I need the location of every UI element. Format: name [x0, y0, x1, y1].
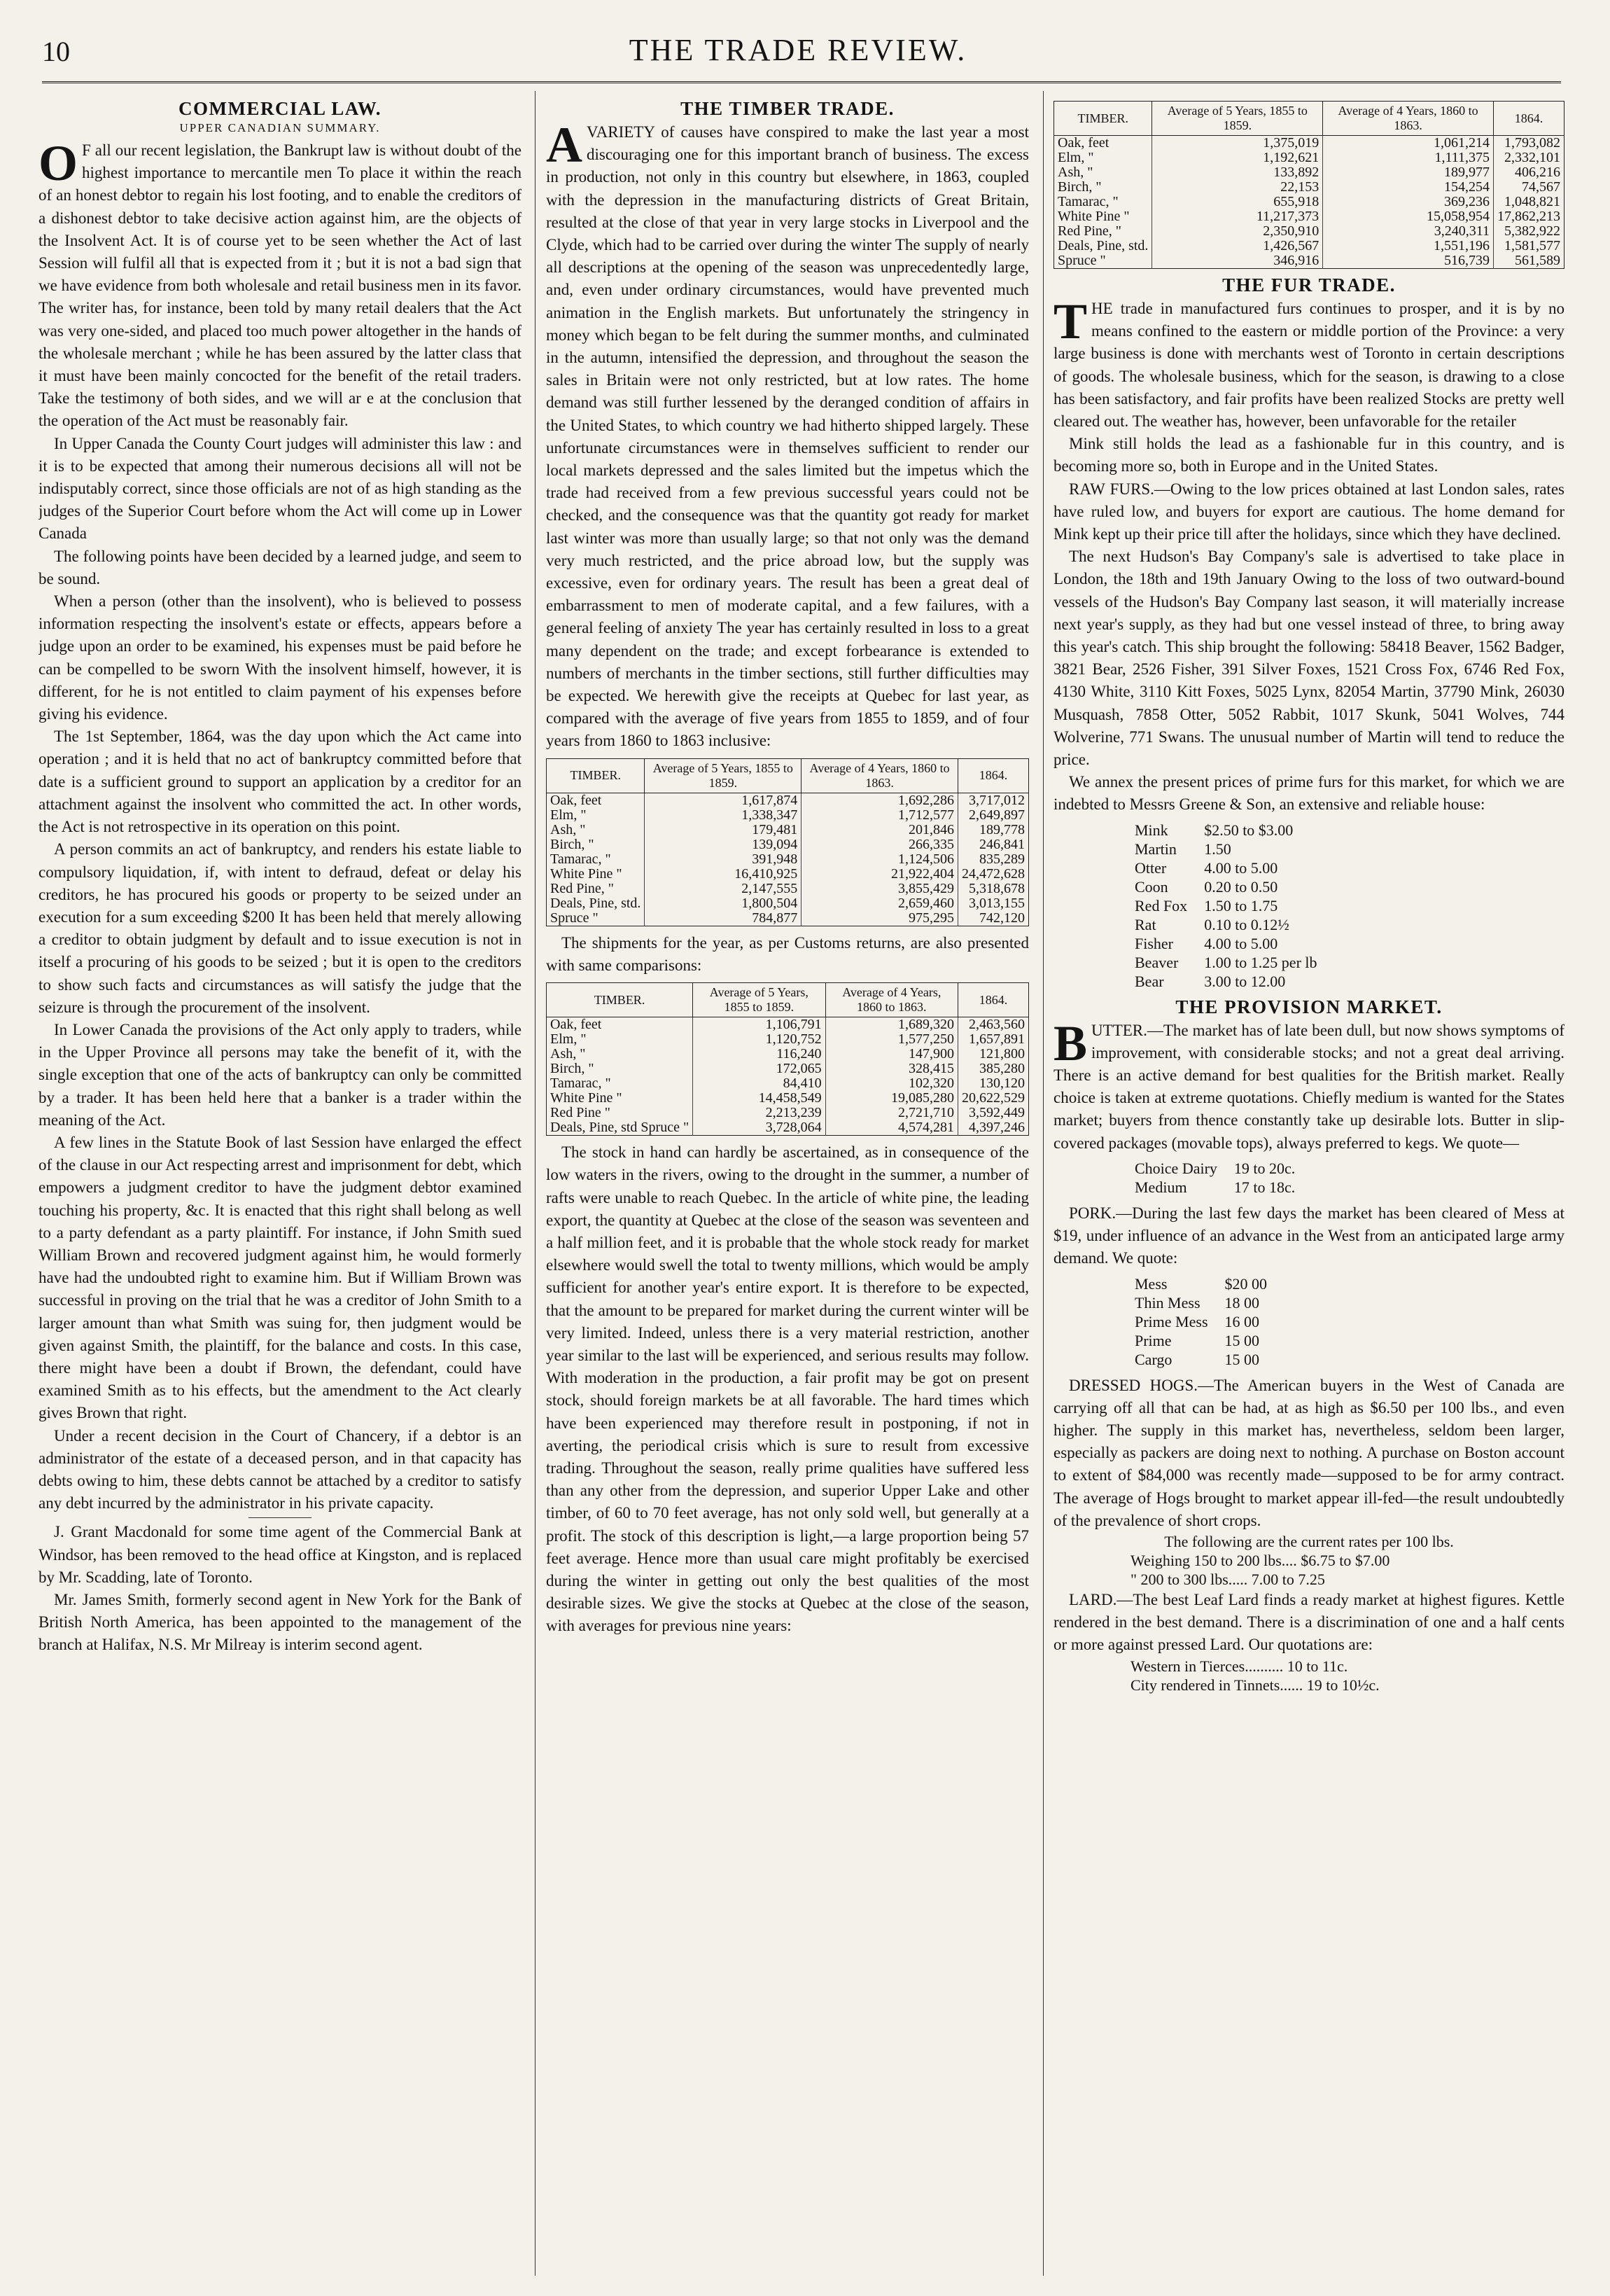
table-row — [547, 837, 1029, 852]
table-cell: Red Pine, " — [547, 882, 645, 896]
table-row — [547, 867, 1029, 882]
receipts-table — [546, 758, 1029, 926]
table-cell: 655,918 — [1152, 195, 1323, 209]
article-paragraph: A few lines in the Statute Book of last Session have enlarged the effect of the clause in our Act respecting arrest and imprisonment for debt, which empowers a judgment creditor to have the judgment debtor examined touching his property, &c. It is enacted that this right shall belong as well to a party defendant as a party plaintiff. For instance, if John Smith sued William Brown and recovered judgment against him, he would formerly have had the undoubted right to examine him. But if William Brown was successful in proving on the trial that he was a creditor of John Smith to a larger amount than what Smith was suing for, then judgment would be given against Smith, the plaintiff, for the balance and costs. In this case, there might have been a doubt if Brown, the defendant, could have examined Smith as to his effects, but the amendment to the Act clearly gives Brown that right. — [38, 1133, 522, 1422]
table-cell: Deals, Pine, std. — [1054, 239, 1152, 253]
article-paragraph: The next Hudson's Bay Company's sale is advertised to take place in London, the 18th and 19th January Owing to the loss of two outward-bound vessels of the Hudson's Bay Company last season, it will materially increase next year's supply, as they had but one vessel instead of three, to bring away this year's catch. This ship brought the following: 58418 Beaver, 1562 Badger, 3821 Bear, 2526 Fisher, 391 Silver Foxes, 1521 Cross Fox, 6746 Red Fox, 4130 White, 3110 Kitt Foxes, 5025 Lynx, 82054 Martin, 37790 Mink, 26030 Musquash, 7858 Otter, 5052 Rabbit, 1017 Skunk, 5041 Wolves, 744 Wolverine, 771 Swans. The unusual number of Martin will tend to reduce the price. — [1054, 548, 1564, 769]
list-item: Prime 15 00 — [1135, 1331, 1259, 1349]
table-row — [547, 1120, 1029, 1136]
list-item: Mink $2.50 to $3.00 — [1135, 821, 1294, 839]
table-header: Average of 4 Years, 1860 to 1863. — [1323, 102, 1494, 136]
table-row — [547, 1106, 1029, 1120]
stocks-table — [1054, 101, 1564, 269]
price-line: Weighing 150 to 200 lbs.... $6.75 to $7.00 — [1130, 1551, 1390, 1569]
table-cell: 266,335 — [802, 837, 958, 852]
table-cell: 147,900 — [825, 1047, 958, 1062]
table-cell: 179,481 — [645, 823, 802, 837]
table-cell: 516,739 — [1323, 253, 1494, 269]
table-row — [1054, 239, 1564, 253]
table-cell: 2,659,460 — [802, 896, 958, 911]
article-paragraph: LARD.—The best Leaf Lard finds a ready market at highest figures. Kettle rendered in the best demand. There is a discrimination of one and a half cents or more against pressed Lard. Our quotations are: — [1054, 1590, 1564, 1654]
list-item: Rat 0.10 to 0.12½ — [1135, 915, 1289, 933]
table-row — [547, 793, 1029, 808]
table-cell: 2,649,897 — [969, 807, 1025, 823]
table-header: Average of 5 Years, 1855 to 1859. — [645, 758, 802, 793]
table-cell: 20,622,529 — [962, 1090, 1025, 1106]
table-cell: 139,094 — [645, 837, 802, 852]
table-cell: 2,721,710 — [825, 1106, 958, 1120]
table-cell: Spruce " — [1054, 253, 1152, 269]
list-item: Medium 17 to 18c. — [1135, 1178, 1296, 1196]
article-paragraph: O F all our recent legislation, the Bankrupt law is without doubt of the highest importance to mercantile men To place it within the reach of an honest debtor to regain his lost footing, and to enable the creditors of a dishonest debtor to take decisive action against him, are the objects of the Insolvent Act. It is of course yet to be seen whether the Act of last Session will fulfil all that is expected from it ; but it is not a bad sign that we have evidence from both wholesale and retail business men in its favor. The writer has, for instance, been told by many retail dealers that the Act was very one-sided, and placed too much power altogether in the hands of the wholesale merchant ; while he has been assured by the latter class that it must have been mainly concocted for the benefit of the retail traders. Take the testimony of both sides, and we will ar e at the conclusion that the operation of the Act must be reasonably fair. — [38, 135, 522, 430]
table-cell: 15,058,954 — [1323, 209, 1494, 224]
table-row — [547, 808, 1029, 823]
table-cell: 385,280 — [979, 1061, 1025, 1077]
article-paragraph: The 1st September, 1864, was the day upon which the Act came into operation ; and it is held that no act of bankruptcy committed before that date is a sufficient ground to support an application by a creditor for an attachment against the insolvent who committed the act. In other words, the Act is not retrospective in its operation on this point. — [38, 728, 522, 836]
table-cell: 172,065 — [693, 1062, 825, 1076]
table-header: Average of 4 Years, 1860 to 1863. — [825, 983, 958, 1017]
table-row — [547, 823, 1029, 837]
butter-price-list — [1130, 1159, 1299, 1197]
article-paragraph: The following points have been decided by a learned judge, and seem to be sound. — [38, 547, 522, 587]
table-cell: 130,120 — [979, 1076, 1025, 1092]
list-item: Bear 3.00 to 12.00 — [1135, 972, 1286, 990]
table-cell: 189,778 — [979, 821, 1025, 837]
table-cell: Elm, " — [547, 1032, 693, 1047]
list-item: Beaver 1.00 to 1.25 per lb — [1135, 953, 1317, 971]
table-cell: Tamarac, " — [547, 852, 645, 867]
table-row — [1054, 224, 1564, 239]
table-row — [547, 896, 1029, 911]
table-row — [547, 1017, 1029, 1033]
table-row — [547, 1062, 1029, 1076]
table-cell: 74,567 — [1522, 179, 1560, 195]
table-header: 1864. — [958, 983, 1028, 1017]
table-cell: 4,574,281 — [825, 1120, 958, 1136]
table-cell: 17,862,213 — [1497, 209, 1560, 224]
article-paragraph: PORK.—During the last few days the market has been cleared of Mess at $19, under influence of an advance in the West from an anticipated large army demand. We quote: — [1054, 1204, 1564, 1267]
price-intro: The following are the current rates per 100 lbs. — [1164, 1532, 1454, 1550]
list-item: Choice Dairy 19 to 20c. — [1135, 1159, 1296, 1177]
drop-cap: T — [1054, 293, 1088, 349]
table-cell: 3,855,429 — [802, 882, 958, 896]
table-header: Average of 4 Years, 1860 to 1863. — [802, 758, 958, 793]
table-cell: Tamarac, " — [1054, 195, 1152, 209]
journal-title: THE TRADE REVIEW. — [629, 33, 967, 67]
article-paragraph: We annex the present prices of prime furs for this market, for which we are indebted to Messrs Greene & Son, an extensive and reliable house: — [1054, 773, 1564, 814]
table-header: TIMBER. — [1054, 102, 1152, 136]
table-cell: 21,922,404 — [802, 867, 958, 882]
table-row — [547, 882, 1029, 896]
table-row — [547, 852, 1029, 867]
table-cell: 1,124,506 — [802, 852, 958, 867]
table-header: TIMBER. — [547, 983, 693, 1017]
table-cell: 742,120 — [979, 910, 1025, 926]
table-cell: Birch, " — [547, 1062, 693, 1076]
article-paragraph: THE trade in manufactured furs continues to prosper, and it is by no means confined to the eastern or middle portion of the Province: a very large business is done with merchants west of Toronto in certain descriptions of goods. The wholesale business, which for the season, is drawing to a close has been satisfactory, and fair profits have been realized Stocks are pretty well cleared out. The weather has, however, been unfavorable for the retailer — [1054, 293, 1564, 431]
table-header: Average of 5 Years, 1855 to 1859. — [1152, 102, 1323, 136]
article-paragraph: Mink still holds the lead as a fashionable fur in this country, and is becoming more so, both in Europe and in the United States. — [1054, 435, 1564, 475]
article-paragraph: The shipments for the year, as per Customs returns, are also presented with same comparisons: — [546, 933, 1029, 974]
table-cell: 5,382,922 — [1504, 223, 1560, 239]
table-cell: Oak, feet — [547, 793, 645, 808]
table-header: TIMBER. — [547, 758, 645, 793]
drop-cap: A — [546, 117, 582, 173]
article-paragraph: J. Grant Macdonald for some time agent of the Commercial Bank at Windsor, has been removed to the head office at Kingston, and is replaced by Mr. Scadding, late of Toronto. — [38, 1523, 522, 1586]
table-cell: Spruce " — [547, 911, 645, 926]
article-paragraph: Mr. James Smith, formerly second agent in New York for the Bank of British North America, has been appointed to the management of the branch at Halifax, N.S. Mr Milreay is interim second agent. — [38, 1591, 522, 1654]
list-item: Coon 0.20 to 0.50 — [1135, 877, 1278, 896]
pork-price-list — [1130, 1274, 1271, 1369]
table-cell: 1,581,577 — [1504, 238, 1560, 253]
table-cell: 406,216 — [1515, 165, 1560, 180]
table-cell: 5,318,678 — [969, 880, 1025, 896]
article-paragraph: RAW FURS.—Owing to the low prices obtained at last London sales, rates have ruled low, and buyers for export are cautious. The home demand for Mink kept up their price till after the holidays, since which they have declined. — [1054, 480, 1564, 543]
header-rule — [42, 81, 1561, 83]
table-cell: White Pine " — [1054, 209, 1152, 224]
table-header: 1864. — [1493, 102, 1564, 136]
table-cell: Red Pine, " — [1054, 224, 1152, 239]
table-cell: 975,295 — [802, 911, 958, 926]
table-cell: 369,236 — [1323, 195, 1494, 209]
table-cell: 24,472,628 — [962, 865, 1025, 882]
table-cell: 1,577,250 — [825, 1032, 958, 1047]
table-cell: Oak, feet — [547, 1017, 693, 1033]
table-cell: 1,111,375 — [1323, 151, 1494, 165]
table-cell: 1,692,286 — [802, 793, 958, 808]
table-cell: 246,841 — [979, 836, 1025, 852]
table-cell: 2,463,560 — [969, 1017, 1025, 1033]
table-cell: 1,712,577 — [802, 808, 958, 823]
table-row — [547, 911, 1029, 926]
table-cell: 19,085,280 — [825, 1091, 958, 1106]
section-subheading: UPPER CANADIAN SUMMARY. — [179, 121, 381, 134]
table-row — [547, 1076, 1029, 1091]
table-cell: 1,106,791 — [693, 1017, 825, 1033]
table-row — [1054, 136, 1564, 151]
table-row — [547, 1032, 1029, 1047]
table-cell: White Pine " — [547, 1091, 693, 1106]
table-cell: 3,728,064 — [693, 1120, 825, 1136]
table-cell: Ash, " — [1054, 165, 1152, 180]
table-cell: 1,192,621 — [1152, 151, 1323, 165]
column-commercial-law — [38, 95, 522, 2273]
table-cell: 1,426,567 — [1152, 239, 1323, 253]
table-row — [547, 1091, 1029, 1106]
table-cell: Oak, feet — [1054, 136, 1152, 151]
article-paragraph: A person commits an act of bankruptcy, and renders his estate liable to compulsory liquidation, if, with intent to defraud, defeat or delay his creditors, he has procured his goods or property to be seized under an execution for a sum exceeding $200 It has been held that merely allowing a creditor to obtain judgment by default and to issue execution is not in itself a procuring of his goods to be seized ; but it is open to the creditors to show such facts and circumstances as will satisfy the judge that the seizure is through the procurement of the insolvent. — [38, 840, 522, 1016]
table-cell: 121,800 — [979, 1046, 1025, 1062]
table-cell: 1,338,347 — [645, 808, 802, 823]
table-cell: 2,350,910 — [1152, 224, 1323, 239]
table-cell: 116,240 — [693, 1047, 825, 1062]
table-cell: 102,320 — [825, 1076, 958, 1091]
page-header — [42, 28, 1554, 84]
table-cell: 3,240,311 — [1323, 224, 1494, 239]
table-row — [1054, 180, 1564, 195]
table-cell: 133,892 — [1152, 165, 1323, 180]
fur-price-list — [1130, 821, 1322, 991]
table-cell: White Pine " — [547, 867, 645, 882]
article-paragraph: In Upper Canada the County Court judges will administer this law : and it is to be expected that among their numerous decisions all will not be indisputably correct, since those officials are not of as high standing as the judges of the Superior Court before whom the Act will come up in Lower Canada — [38, 434, 522, 543]
table-cell: 84,410 — [693, 1076, 825, 1091]
table-cell: 2,147,555 — [645, 882, 802, 896]
drop-cap: O — [38, 135, 78, 191]
table-cell: 1,657,891 — [969, 1031, 1025, 1048]
section-heading: THE FUR TRADE. — [1222, 274, 1396, 295]
table-cell: 1,375,019 — [1152, 136, 1323, 151]
table-cell: 561,589 — [1515, 253, 1560, 268]
price-line: " 200 to 300 lbs..... 7.00 to 7.25 — [1130, 1570, 1325, 1588]
table-cell: 3,013,155 — [969, 895, 1025, 911]
table-row — [1054, 165, 1564, 180]
table-cell: 189,977 — [1323, 165, 1494, 180]
list-item: Cargo 15 00 — [1135, 1350, 1259, 1368]
table-row — [1054, 151, 1564, 165]
table-cell: Ash, " — [547, 823, 645, 837]
list-item: Thin Mess 18 00 — [1135, 1293, 1259, 1311]
list-item: Martin 1.50 — [1135, 840, 1231, 858]
table-cell: Birch, " — [1054, 180, 1152, 195]
table-cell: 154,254 — [1323, 180, 1494, 195]
table-cell: 2,332,101 — [1504, 150, 1560, 165]
table-cell: 4,397,246 — [969, 1120, 1025, 1136]
table-cell: 201,846 — [802, 823, 958, 837]
article-paragraph: BUTTER.—The market has of late been dull, but now shows symptoms of improvement, with considerable stocks; and not a great deal arriving. There is an active demand for best qualities for the British market. Really choice is taken at extreme quotations. Chiefly medium is wanted for the States market; buyers from thence constantly take up desirable lots. Butter in slip-covered packages (movable tops), always preferred to kegs. We quote— — [1054, 1015, 1564, 1152]
table-cell: Ash, " — [547, 1047, 693, 1062]
table-cell: 22,153 — [1152, 180, 1323, 195]
price-line: Western in Tierces.......... 10 to 11c. — [1130, 1657, 1348, 1675]
article-paragraph: The stock in hand can hardly be ascertained, as in consequence of the low waters in the rivers, owing to the drought in the summer, a number of rafts were unable to reach Quebec. In the article of white pine, the leading export, the quantity at Quebec at the close of the season was seventeen and a half million feet, and it is probable that the whole stock ready for market elsewhere would swell the total to twenty millions, which would be amply sufficient for another year's entire export. It is therefore to be expected, that the amount to be prepared for market during the current winter will be very limited. Indeed, unless there is a very material restriction, another year similar to the last will be experienced, and serious results may follow. With moderation in the production, a fair profit may be got on present stock, should foreign markets be at all favorable. The hard times which have been experienced may therefore result in postponing, if not in averting, the periodical crisis which is sure to result from excessive trading. Throughout the season, really prime qualities have suffered less than any other from the depression, and superior Upper Lake and other timber, of 60 to 70 feet average, has not only sold well, but generally at a profit. The stock of this description is light,—a large proportion being 57 feet average. Hence more than usual care might profitably be exercised during the winter in getting out only the best qualities of the most desirable sizes. We give the stocks at Quebec at the close of the season, with averages for previous nine years: — [546, 1143, 1029, 1635]
table-cell: 784,877 — [645, 911, 802, 926]
list-item: Prime Mess 16 00 — [1135, 1312, 1259, 1330]
list-item: Otter 4.00 to 5.00 — [1135, 858, 1278, 877]
article-paragraph: DRESSED HOGS.—The American buyers in the West of Canada are carrying off all that can be had, at as high as $6.50 per 100 lbs., and even higher. The supply in this market has, nevertheless, seldom been larger, especially as packers are doing next to nothing. A purchase on Boston account to extent of $84,000 was recently made—supposed to be for army contract. The average of Hogs brought to market appear ill-fed—the result undoubtedly of the prevalence of short crops. — [1054, 1376, 1564, 1529]
list-item: Mess $20 00 — [1135, 1274, 1267, 1293]
table-header: 1864. — [958, 758, 1029, 793]
page-number: 10 — [42, 36, 70, 67]
table-cell: 2,213,239 — [693, 1106, 825, 1120]
list-item: Fisher 4.00 to 5.00 — [1135, 934, 1278, 952]
table-cell: 346,916 — [1152, 253, 1323, 269]
table-cell: 1,061,214 — [1323, 136, 1494, 151]
table-row — [1054, 195, 1564, 209]
table-cell: Elm, " — [1054, 151, 1152, 165]
column-fur-provision — [1054, 95, 1564, 2273]
table-cell: 1,793,082 — [1504, 135, 1560, 151]
table-cell: 1,551,196 — [1323, 239, 1494, 253]
table-cell: 1,800,504 — [645, 896, 802, 911]
article-paragraph: Under a recent decision in the Court of Chancery, if a debtor is an administrator of the estate of a deceased person, and in that capacity has debts owing to him, these debts cannot be attached by a creditor to satisfy any debt incurred by the administrator in his private capacity. — [38, 1426, 522, 1512]
table-cell: 3,592,449 — [969, 1105, 1025, 1121]
table-row — [547, 1047, 1029, 1062]
table-cell: 3,717,012 — [969, 792, 1025, 808]
drop-cap: B — [1054, 1015, 1088, 1071]
table-cell: 1,048,821 — [1504, 194, 1560, 209]
table-cell: 835,289 — [979, 851, 1025, 867]
table-header: Average of 5 Years, 1855 to 1859. — [693, 983, 825, 1017]
table-cell: Red Pine " — [547, 1106, 693, 1120]
table-cell: 328,415 — [825, 1062, 958, 1076]
section-heading: COMMERCIAL LAW. — [178, 98, 382, 119]
table-cell: Tamarac, " — [547, 1076, 693, 1091]
table-cell: 11,217,373 — [1152, 209, 1323, 224]
column-timber-trade — [546, 95, 1029, 2273]
section-heading: THE TIMBER TRADE. — [680, 98, 895, 119]
table-cell: 1,120,752 — [693, 1032, 825, 1047]
table-row — [1054, 209, 1564, 224]
table-cell: 1,617,874 — [645, 793, 802, 808]
article-paragraph: AVARIETY of causes have conspired to make the last year a most discouraging one for this important branch of business. The excess in production, not only in this country but elsewhere, in 1863, coupled with the depression in the manufacturing districts of Great Britain, resulted at the close of that year in very large stocks in Liverpool and the Clyde, which had to be carried over during the winter The supply of nearly all descriptions at the opening of the season was unprecedentedly large, and, even under ordinary circumstances, would have prevented much animation in the English markets. But unfortunately the stringency in money which began to be felt during the summer months, and culminated in the autumn, intensified the depression, and throughout the season the sales in Britain were not only restricted, but at low rates. The home demand was still further lessened by the deranged condition of affairs in the United States, to which country we had hitherto shipped largely. These unfortunate circumstances were in themselves sufficient to render our local markets depressed and the sales limited but the impetus which the trade had received from a few previous successful years could not be checked, and the consequence was that the quantity got ready for market last winter was more than usually large; so that not only was the demand very much restricted, and the price abroad low, but the supply was excessive, even for ordinary years. The result has been a great deal of embarrassment to men of moderate capital, and a few failures, with a general feeling of anxiety The year has certainly resulted in loss to a great many dependent on the trade; and except forbearance is extended to numbers of merchants in the timber sections, still further difficulties may be expected. We herewith give the receipts at Quebec for last year, as compared with the average of five years from 1855 to 1859, and of four years from 1860 to 1863 inclusive: — [546, 117, 1029, 750]
table-cell: 16,410,925 — [645, 867, 802, 882]
table-cell: Deals, Pine, std. — [547, 896, 645, 911]
table-cell: 1,689,320 — [825, 1017, 958, 1033]
section-heading: THE PROVISION MARKET. — [1175, 996, 1443, 1017]
list-item: Red Fox 1.50 to 1.75 — [1135, 896, 1278, 914]
table-row — [1054, 253, 1564, 269]
divider — [248, 1517, 312, 1518]
article-paragraph: In Lower Canada the provisions of the Act only apply to traders, while in the Upper Province all persons may take the benefit of it, with the single exception that one of the acts of bankruptcy can only be committed by a trader. It has been held here that a banker is a trader within the meaning of the Act. — [38, 1020, 522, 1129]
table-cell: 391,948 — [645, 852, 802, 867]
column-rule — [1043, 91, 1044, 2276]
column-rule — [535, 91, 536, 2276]
table-cell: Birch, " — [547, 837, 645, 852]
shipments-table — [546, 982, 1029, 1136]
table-cell: Elm, " — [547, 808, 645, 823]
table-cell: 14,458,549 — [693, 1091, 825, 1106]
price-line: City rendered in Tinnets...... 19 to 10½c. — [1130, 1676, 1380, 1694]
table-cell: Deals, Pine, std Spruce " — [547, 1120, 693, 1136]
article-paragraph: When a person (other than the insolvent), who is believed to possess information respecting the insolvent's estate or effects, appears before a judge upon an order to be examined, his expenses must be paid before he can be compelled to be sworn With the insolvent himself, however, it is different, for he is not entitled to claim payment of his expenses before giving his evidence. — [38, 592, 522, 723]
